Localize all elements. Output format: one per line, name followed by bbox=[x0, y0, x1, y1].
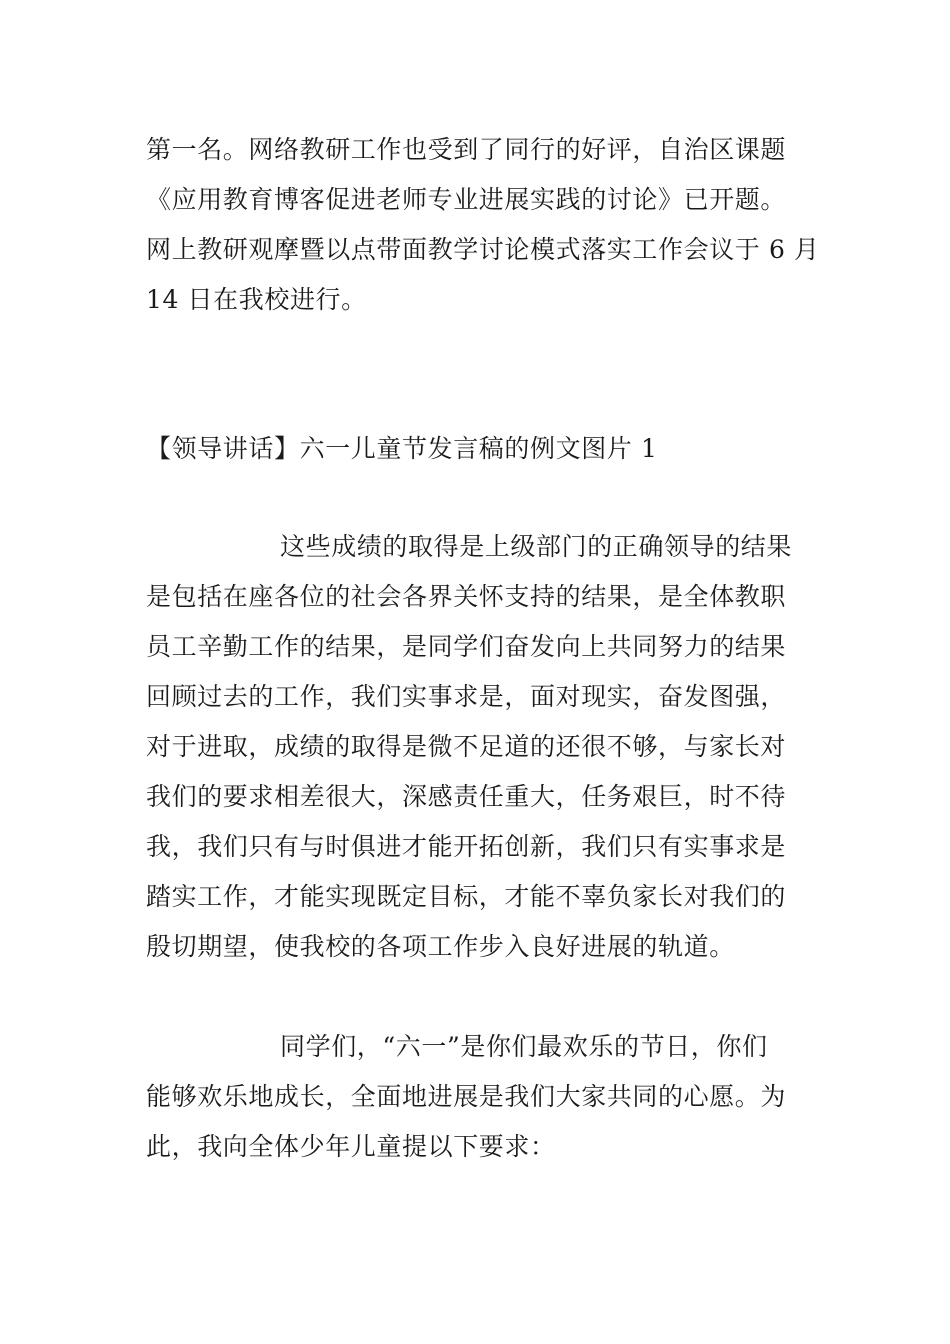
paragraph-line: 我，我们只有与时俱进才能开拓创新，我们只有实事求是 bbox=[146, 832, 787, 861]
paragraph-line: 回顾过去的工作，我们实事求是，面对现实，奋发图强， bbox=[146, 682, 787, 711]
paragraph-line: 殷切期望，使我校的各项工作步入良好进展的轨道。 bbox=[146, 932, 735, 961]
paragraph-line: 我们的要求相差很大，深感责任重大，任务艰巨，时不待 bbox=[146, 782, 787, 811]
paragraph-line: 《应用教育博客促进老师专业进展实践的讨论》已开题。 bbox=[146, 185, 787, 214]
paragraph-line: 第一名。网络教研工作也受到了同行的好评，自治区课题 bbox=[146, 135, 787, 164]
paragraph-line: 能够欢乐地成长，全面地进展是我们大家共同的心愿。为 bbox=[146, 1082, 787, 1111]
paragraph-line: 踏实工作，才能实现既定目标，才能不辜负家长对我们的 bbox=[146, 882, 787, 911]
paragraph-line: 此，我向全体少年儿童提以下要求： bbox=[146, 1132, 556, 1161]
paragraph-line: 14 日在我校进行。 bbox=[146, 285, 367, 314]
paragraph-line: 是包括在座各位的社会各界关怀支持的结果，是全体教职 bbox=[146, 582, 787, 611]
paragraph-line: 网上教研观摩暨以点带面教学讨论模式落实工作会议于 6 月 bbox=[146, 235, 820, 264]
paragraph-line: 这些成绩的取得是上级部门的正确领导的结果 bbox=[280, 532, 793, 561]
paragraph-line: 同学们，“六一”是你们最欢乐的节日，你们 bbox=[280, 1032, 768, 1061]
paragraph-line: 员工辛勤工作的结果，是同学们奋发向上共同努力的结果 bbox=[146, 632, 787, 661]
paragraph-line: 对于进取，成绩的取得是微不足道的还很不够，与家长对 bbox=[146, 732, 787, 761]
section-heading: 【领导讲话】六一儿童节发言稿的例文图片 1 bbox=[146, 434, 658, 463]
